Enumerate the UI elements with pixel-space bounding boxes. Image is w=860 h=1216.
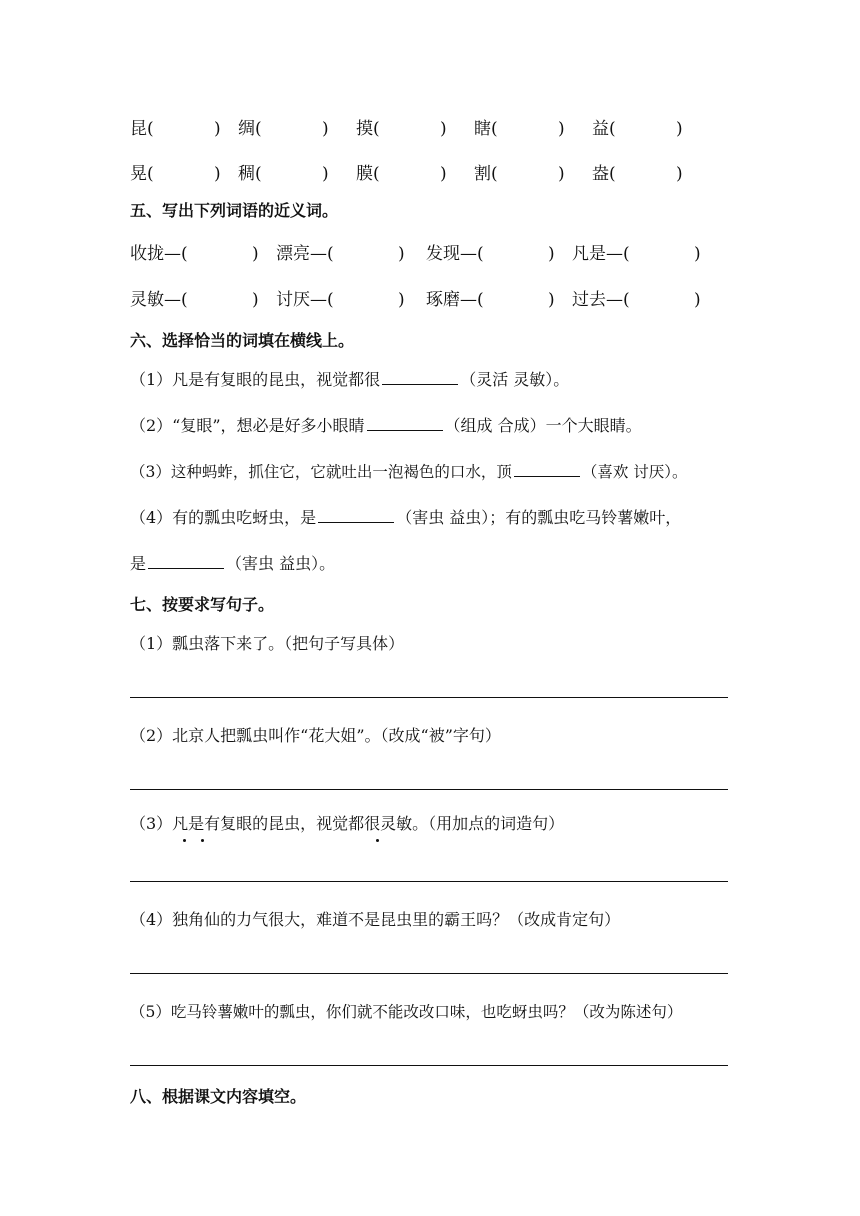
answer-line-3[interactable] [130, 881, 728, 882]
char-close: ) [322, 119, 329, 139]
fill-blank[interactable] [367, 414, 443, 431]
char-open: 瞎( [474, 119, 498, 139]
char-open: 晃( [130, 164, 154, 184]
section-8-heading: 八、根据课文内容填空。 [130, 1087, 307, 1106]
synonym-word: 发现—( [426, 244, 484, 264]
synonym-close: ) [694, 290, 701, 310]
synonym-word: 琢磨—( [426, 290, 484, 310]
char-open: 摸( [356, 119, 380, 139]
fill-question-3 [130, 460, 688, 484]
char-open: 盎( [592, 164, 616, 184]
section-7-heading: 七、按要求写句子。 [130, 595, 275, 614]
synonym-word: 过去—( [572, 290, 630, 310]
question-text: （3）这种蚂蚱，抓住它，它就吐出一泡褐色的口水，顶 [130, 463, 512, 481]
synonym-word: 收拢—( [130, 244, 188, 264]
fill-question-4 [130, 506, 681, 530]
char-open: 绸( [238, 119, 262, 139]
answer-line-1[interactable] [130, 697, 728, 698]
fill-question-4-continued [130, 552, 335, 576]
char-open: 益( [592, 119, 616, 139]
sentence-task-3: （3）凡是有复眼的昆虫，视觉都很灵敏。（用加点的词造句） [130, 814, 565, 833]
char-open: 昆( [130, 119, 154, 139]
char-open: 膜( [356, 164, 380, 184]
sentence-task-5: （5）吃马铃薯嫩叶的瓢虫，你们就不能改改口味，也吃蚜虫吗？（改为陈述句） [130, 1003, 683, 1021]
char-close: ) [322, 164, 329, 184]
char-close: ) [676, 164, 683, 184]
question-choices: （组成 合成）一个大眼睛。 [444, 416, 642, 435]
synonym-close: ) [252, 290, 259, 310]
synonym-word: 灵敏—( [130, 290, 188, 310]
fill-blank[interactable] [318, 506, 394, 523]
emphasis-dot [201, 839, 204, 842]
char-close: ) [558, 164, 565, 184]
char-open: 稠( [238, 164, 262, 184]
fill-question-1 [130, 368, 569, 392]
char-close: ) [676, 119, 683, 139]
synonym-close: ) [548, 290, 555, 310]
synonym-word: 漂亮—( [276, 244, 334, 264]
fill-blank[interactable] [382, 368, 458, 385]
fill-blank[interactable] [514, 460, 580, 477]
char-close: ) [440, 164, 447, 184]
question-text: （1）凡是有复眼的昆虫，视觉都很 [130, 370, 381, 389]
answer-line-5[interactable] [130, 1065, 728, 1066]
synonym-word: 讨厌—( [276, 290, 334, 310]
question-choices: （灵活 灵敏）。 [460, 370, 570, 389]
question-choices: （害虫 益虫）；有的瓢虫吃马铃薯嫩叶， [396, 508, 682, 527]
answer-line-2[interactable] [130, 789, 728, 790]
synonym-close: ) [398, 290, 405, 310]
answer-line-4[interactable] [130, 973, 728, 974]
synonym-close: ) [398, 244, 405, 264]
synonym-close: ) [252, 244, 259, 264]
sentence-task-4: （4）独角仙的力气很大，难道不是昆虫里的霸王吗？（改成肯定句） [130, 910, 621, 929]
question-text: （4）有的瓢虫吃蚜虫，是 [130, 508, 317, 527]
synonym-word: 凡是—( [572, 244, 630, 264]
fill-question-2 [130, 414, 642, 438]
question-choices: （害虫 益虫）。 [226, 554, 336, 573]
question-text: 是 [130, 554, 147, 573]
char-close: ) [558, 119, 565, 139]
emphasis-dot [183, 839, 186, 842]
section-5-heading: 五、写出下列词语的近义词。 [130, 201, 339, 220]
sentence-task-1: （1）瓢虫落下来了。（把句子写具体） [130, 634, 405, 653]
synonym-close: ) [694, 244, 701, 264]
question-text: （2）“复眼”，想必是好多小眼睛 [130, 416, 365, 435]
synonym-close: ) [548, 244, 555, 264]
sentence-task-2: （2）北京人把瓢虫叫作“花大姐”。（改成“被”字句） [130, 726, 501, 745]
char-close: ) [214, 119, 221, 139]
question-choices: （喜欢 讨厌）。 [581, 463, 688, 481]
section-6-heading: 六、选择恰当的词填在横线上。 [130, 331, 355, 350]
char-open: 割( [474, 164, 498, 184]
char-close: ) [440, 119, 447, 139]
emphasis-dot [376, 839, 379, 842]
fill-blank[interactable] [148, 552, 224, 569]
char-close: ) [214, 164, 221, 184]
